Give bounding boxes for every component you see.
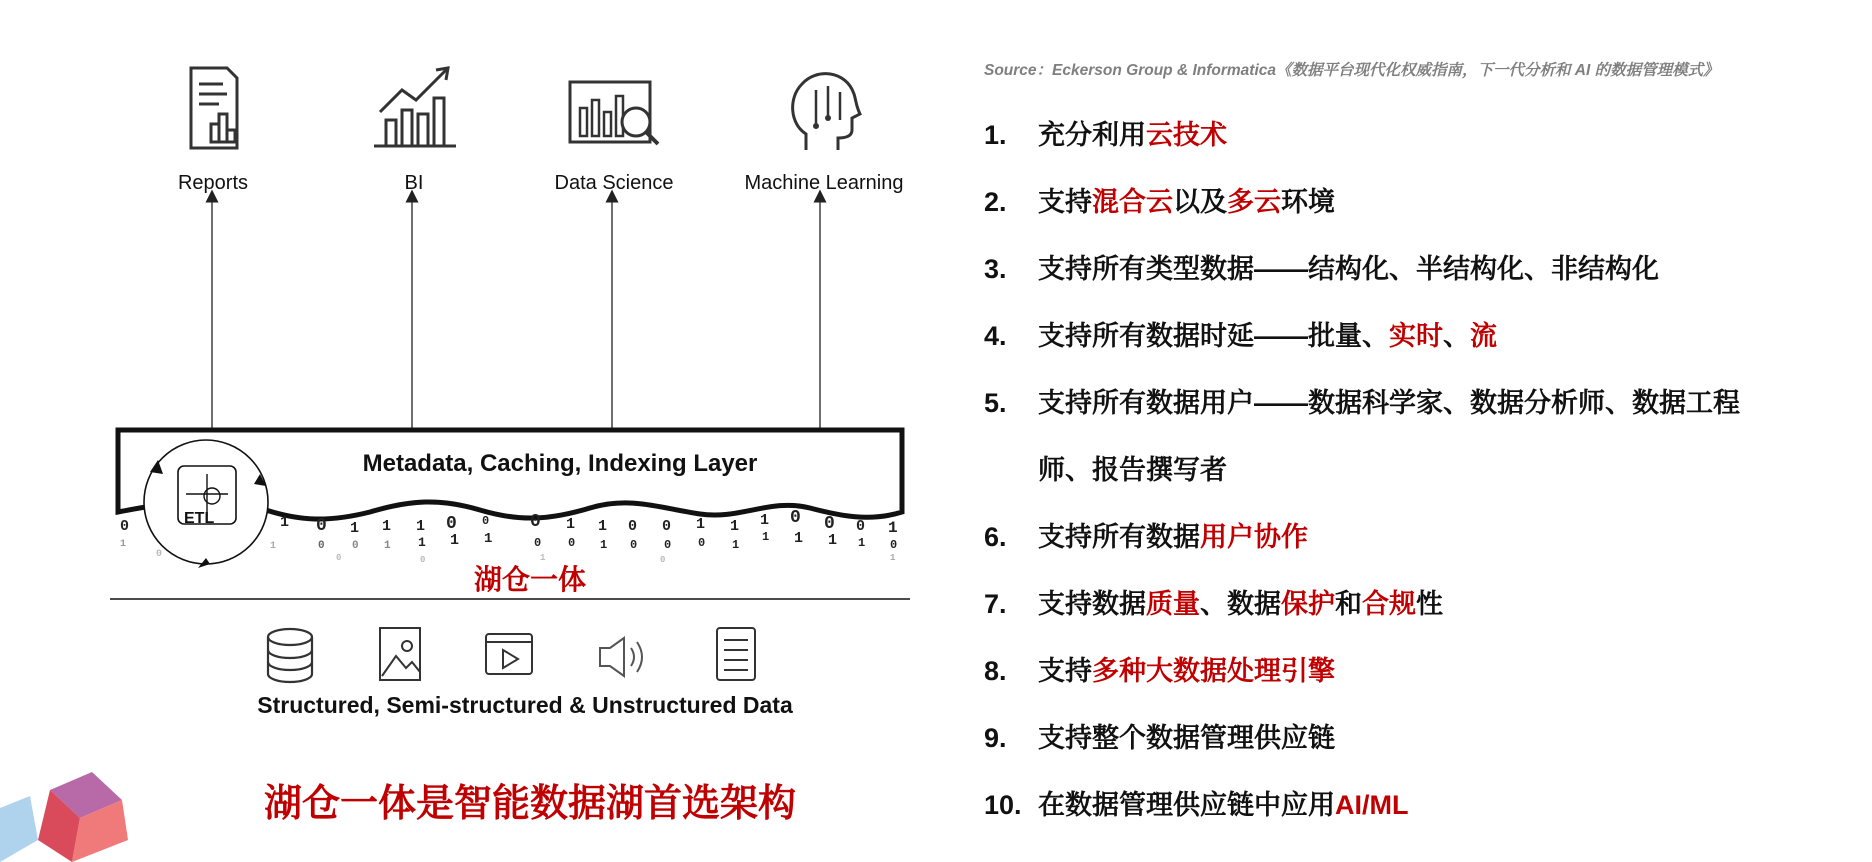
report-document-icon [165, 60, 261, 156]
list-item [984, 169, 1864, 236]
bar-chart-trend-icon [366, 60, 462, 156]
consumer-bi-label: BI [404, 172, 424, 194]
list-item-number: 9. [984, 723, 1007, 753]
highlight-text: 多种大数据处理引擎 [1092, 656, 1335, 686]
list-item-number: 6. [984, 522, 1007, 552]
svg-text:1: 1 [730, 518, 740, 535]
video-player-icon [486, 634, 532, 674]
list-item-text [1038, 571, 1443, 638]
svg-text:1: 1 [794, 530, 804, 547]
svg-text:0: 0 [824, 514, 835, 534]
list-item-text [1038, 303, 1497, 370]
list-item [984, 504, 1864, 571]
svg-text:1: 1 [888, 519, 898, 537]
svg-text:0: 0 [318, 540, 325, 552]
svg-text:0: 0 [120, 518, 130, 535]
text-document-icon [717, 628, 755, 680]
svg-text:0: 0 [628, 518, 638, 535]
highlight-text: 云技术 [1146, 120, 1227, 150]
svg-text:1: 1 [540, 553, 546, 563]
svg-text:0: 0 [890, 538, 898, 552]
plain-text: 、数据 [1200, 589, 1281, 619]
plain-text: 支持所有类型数据——结构化、半结构化、非结构化 [1038, 254, 1659, 284]
plain-text: 支持整个数据管理供应链 [1038, 723, 1335, 753]
consumer-data-science [514, 60, 714, 195]
svg-text:0: 0 [156, 549, 163, 560]
highlight-text: 混合云 [1092, 187, 1173, 217]
svg-text:1: 1 [416, 518, 426, 535]
list-item-number: 4. [984, 321, 1007, 351]
svg-text:1: 1 [890, 553, 896, 563]
svg-text:0: 0 [568, 536, 576, 550]
svg-text:1: 1 [696, 516, 706, 533]
list-item [984, 303, 1864, 370]
list-item [984, 772, 1864, 839]
svg-text:1: 1 [828, 532, 838, 549]
conclusion-title: 湖仓一体是智能数据湖首选架构 [263, 783, 796, 825]
chart-magnifier-icon [566, 60, 662, 156]
svg-text:1: 1 [760, 512, 770, 529]
consumer-machine-learning [724, 60, 924, 195]
svg-text:0: 0 [664, 538, 672, 552]
list-item [984, 236, 1864, 303]
speaker-icon [600, 638, 642, 676]
highlight-text: 多云 [1227, 187, 1281, 217]
list-item-number: 10. [984, 790, 1022, 820]
list-item-text [1038, 504, 1308, 571]
highlight-text: 合规 [1362, 589, 1416, 619]
plain-text: 支持 [1038, 187, 1092, 217]
ai-head-icon [776, 60, 872, 156]
etl-cycle-icon [144, 440, 268, 568]
consumer-bi [314, 60, 514, 195]
svg-text:1: 1 [858, 536, 866, 550]
plain-text: 充分利用 [1038, 120, 1146, 150]
list-item-number: 1. [984, 120, 1007, 150]
svg-text:1: 1 [418, 535, 426, 550]
plain-text: 、 [1443, 321, 1470, 351]
decorative-cube-logo [0, 772, 128, 862]
list-item-text [1038, 705, 1335, 772]
list-item [984, 571, 1864, 638]
lakehouse-title: 湖仓一体 [473, 564, 586, 595]
consumer-machine-learning-label: Machine Learning [744, 172, 904, 194]
image-file-icon [380, 628, 420, 680]
svg-text:0: 0 [420, 555, 426, 565]
list-item-text [1038, 370, 1740, 437]
svg-text:1: 1 [484, 531, 493, 547]
metadata-layer-title: Metadata, Caching, Indexing Layer [362, 450, 758, 477]
consumer-data-science-label: Data Science [554, 172, 674, 194]
svg-text:1: 1 [120, 539, 127, 550]
list-item-number: 7. [984, 589, 1007, 619]
svg-text:1: 1 [566, 516, 576, 533]
svg-text:1: 1 [382, 518, 392, 535]
svg-text:1: 1 [450, 532, 460, 549]
svg-text:1: 1 [280, 514, 290, 531]
svg-text:0: 0 [446, 514, 457, 534]
highlight-text: 质量 [1146, 589, 1200, 619]
svg-text:1: 1 [762, 530, 770, 544]
svg-text:0: 0 [530, 512, 541, 532]
etl-label: ETL [184, 510, 215, 527]
plain-text: 支持数据 [1038, 589, 1146, 619]
plain-text: 以及 [1173, 187, 1227, 217]
source-citation: Source：Eckerson Group & Informatica《数据平台现代化权威指南，下一代分析和 AI 的数据管理模式》 [984, 62, 1719, 79]
list-item-number: 2. [984, 187, 1007, 217]
data-types-title: Structured, Semi-structured & Unstructured Data [257, 692, 793, 718]
plain-text: 和 [1335, 589, 1362, 619]
svg-text:0: 0 [336, 553, 342, 563]
svg-text:0: 0 [660, 555, 666, 565]
plain-text: 支持所有数据时延——批量、 [1038, 321, 1389, 351]
list-item-text [1038, 169, 1335, 236]
svg-text:0: 0 [856, 518, 866, 535]
svg-text:0: 0 [662, 518, 672, 535]
list-item-text [1038, 236, 1659, 303]
svg-text:1: 1 [600, 538, 608, 552]
svg-text:0: 0 [698, 536, 706, 550]
database-icon [268, 629, 312, 682]
list-item [984, 705, 1864, 772]
list-item-number: 3. [984, 254, 1007, 284]
list-item [984, 638, 1864, 705]
list-item [984, 102, 1864, 169]
list-item-text [1038, 638, 1335, 705]
svg-text:0: 0 [790, 508, 801, 528]
highlight-text: 实时 [1389, 321, 1443, 351]
list-item-number: 5. [984, 388, 1007, 418]
highlight-text: 流 [1470, 321, 1497, 351]
list-item [984, 437, 1864, 504]
highlight-text: 用户协作 [1200, 522, 1308, 552]
highlight-text: 保护 [1281, 589, 1335, 619]
plain-text: 支持 [1038, 656, 1092, 686]
plain-text: 性 [1416, 589, 1443, 619]
plain-text: 支持所有数据用户——数据科学家、数据分析师、数据工程 [1038, 388, 1740, 418]
plain-text: 在数据管理供应链中应用 [1038, 790, 1335, 820]
list-item [984, 370, 1864, 437]
list-item-text [1038, 437, 1227, 504]
requirements-list [984, 102, 1864, 839]
plain-text: 环境 [1281, 187, 1335, 217]
svg-text:0: 0 [316, 516, 327, 536]
list-item-text [1038, 102, 1227, 169]
svg-text:1: 1 [598, 518, 608, 535]
plain-text: 支持所有数据 [1038, 522, 1200, 552]
svg-text:0: 0 [630, 538, 638, 552]
consumer-reports [113, 60, 313, 195]
list-item-text [1038, 772, 1409, 839]
svg-text:0: 0 [352, 540, 359, 552]
plain-text: 师、报告撰写者 [1038, 455, 1227, 485]
list-item-number: 8. [984, 656, 1007, 686]
consumer-reports-label: Reports [177, 172, 249, 194]
svg-text:0: 0 [482, 514, 490, 528]
svg-text:0: 0 [534, 536, 542, 550]
svg-text:1: 1 [732, 538, 740, 552]
svg-text:1: 1 [350, 520, 360, 537]
svg-text:1: 1 [384, 540, 391, 552]
highlight-text: AI/ML [1335, 790, 1409, 820]
svg-text:1: 1 [270, 541, 277, 552]
